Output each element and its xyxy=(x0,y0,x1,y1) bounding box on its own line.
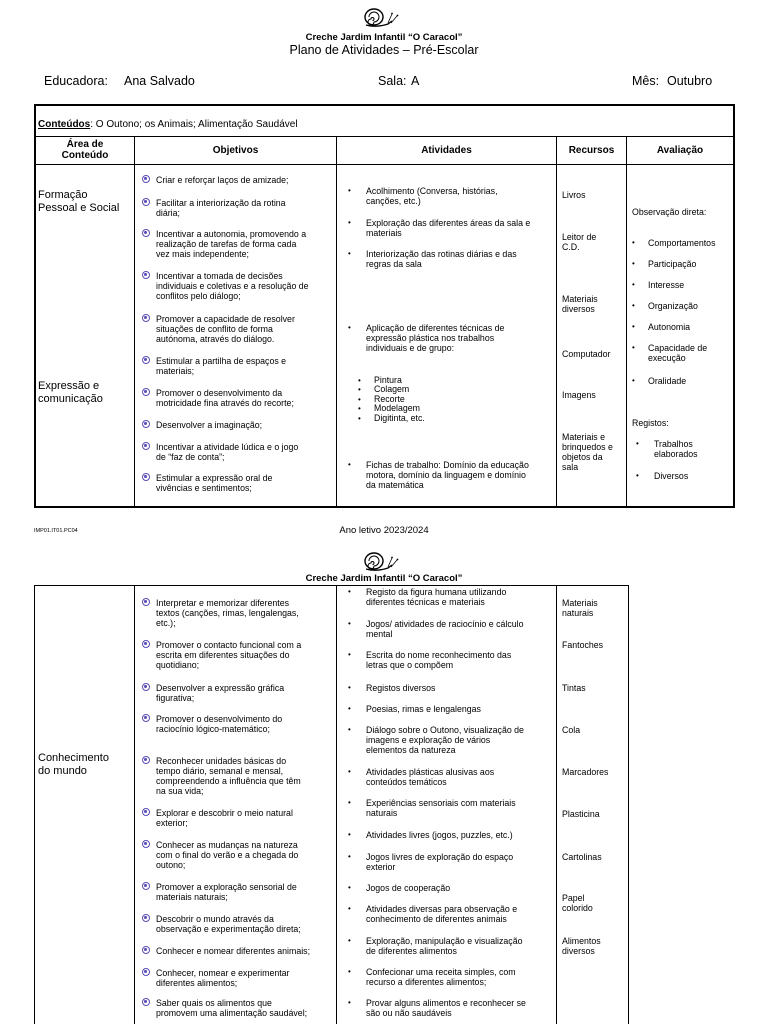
activity-item xyxy=(344,704,552,714)
bullet-dot-icon: • xyxy=(348,883,351,892)
objective-item-line: Promover a capacidade de resolver xyxy=(156,314,295,324)
objective-item-line: materiais naturais; xyxy=(156,892,228,902)
objective-item-line: Incentivar a tomada de decisões xyxy=(156,271,283,281)
objective-item-line: autónoma, através do diálogo. xyxy=(156,334,275,344)
bullet-dot-icon: • xyxy=(632,280,635,289)
objective-item xyxy=(138,598,334,628)
objective-item-line: textos (canções, rimas, lengalengas, xyxy=(156,608,299,618)
objective-item-line: diferentes alimentos; xyxy=(156,978,238,988)
activity-item-line: Exploração das diferentes áreas da sala e xyxy=(366,218,531,228)
objective-item-line: Explorar e descobrir o meio natural xyxy=(156,808,293,818)
activity-item-line: materiais xyxy=(366,228,402,238)
bullet-dot-icon: • xyxy=(632,259,635,268)
activity-item xyxy=(344,619,552,639)
activity-item-line: mental xyxy=(366,629,393,639)
bullet-icon xyxy=(142,442,150,450)
bullet-dot-icon: • xyxy=(348,852,351,861)
evaluation-item-line: Oralidade xyxy=(648,376,687,386)
objective-item xyxy=(138,198,334,218)
activity-item-line: exterior xyxy=(366,862,396,872)
evaluation-item-line: execução xyxy=(648,353,686,363)
resource-item xyxy=(562,683,624,693)
technique-item xyxy=(358,404,548,413)
evaluation-item xyxy=(632,280,732,290)
objective-item-line: motricidade fina através do recorte; xyxy=(156,398,294,408)
snail-logo-icon xyxy=(362,548,402,572)
resource-item xyxy=(562,809,624,819)
resource-item-line: Fantoches xyxy=(562,640,604,650)
objective-item xyxy=(138,946,334,956)
objective-item xyxy=(138,683,334,703)
resource-item-line: diversos xyxy=(562,304,595,314)
activity-item-line: Diálogo sobre o Outono, visualização de xyxy=(366,725,524,735)
bullet-icon xyxy=(142,808,150,816)
resource-item xyxy=(562,349,624,359)
column-header-area xyxy=(36,139,134,161)
resource-item xyxy=(562,640,624,650)
objective-item-line: tempo diário, semanal e mensal, xyxy=(156,766,284,776)
bullet-icon xyxy=(142,420,150,428)
objective-item-line: Desenvolver a imaginação; xyxy=(156,420,263,430)
registos-heading: Registos: xyxy=(632,418,669,428)
month-label: Mês: xyxy=(632,74,660,88)
activity-item-line: individuais e de grupo: xyxy=(366,343,455,353)
objective-item-line: Saber quais os alimentos que xyxy=(156,998,272,1008)
objective-item xyxy=(138,640,334,670)
objective-item-line: situações de conflito de forma xyxy=(156,324,273,334)
activity-item xyxy=(344,798,552,818)
activity-item xyxy=(344,218,552,238)
objective-item xyxy=(138,420,334,430)
resource-item-line: Materiais xyxy=(562,598,598,608)
resource-item xyxy=(562,725,624,735)
bullet-icon xyxy=(142,388,150,396)
resource-item-line: naturais xyxy=(562,608,594,618)
bullet-dot-icon: • xyxy=(348,936,351,945)
column-header-evaluation: Avaliação xyxy=(656,145,704,156)
activity-item-line: Exploração, manipulação e visualização xyxy=(366,936,523,946)
registos-item xyxy=(636,439,726,459)
bullet-icon xyxy=(142,640,150,648)
activity-item-line: Atividades livres (jogos, puzzles, etc.) xyxy=(366,830,513,840)
objective-item-line: observação e experimentação direta; xyxy=(156,924,301,934)
evaluation-item xyxy=(632,343,732,363)
evaluation-item-line: Participação xyxy=(648,259,697,269)
evaluation-item-line: Interesse xyxy=(648,280,685,290)
bullet-dot-icon: • xyxy=(348,967,351,976)
activity-item-line: Provar alguns alimentos e reconhecer se xyxy=(366,998,526,1008)
bullet-dot-icon: • xyxy=(358,414,361,423)
evaluation-item xyxy=(632,376,732,386)
activity-item xyxy=(344,852,552,872)
activity-item-line: Fichas de trabalho: Domínio da educação xyxy=(366,460,529,470)
evaluation-item-line: Comportamentos xyxy=(648,238,716,248)
bullet-dot-icon: • xyxy=(348,323,351,332)
room-value: A xyxy=(411,74,420,88)
activity-item-line: Jogos/ atividades de raciocínio e cálculo xyxy=(366,619,524,629)
objective-item xyxy=(138,229,334,259)
activity-item xyxy=(344,186,552,206)
area-line: Expressão e xyxy=(38,380,100,392)
objective-item-line: Estimular a partilha de espaços e xyxy=(156,356,287,366)
activity-item-line: conhecimento de diferentes animais xyxy=(366,914,507,924)
objective-item-line: Promover o desenvolvimento da xyxy=(156,388,283,398)
objective-item-line: Descobrir o mundo através da xyxy=(156,914,274,924)
bullet-icon xyxy=(142,946,150,954)
objective-item-line: Incentivar a autonomia, promovendo a xyxy=(156,229,307,239)
column-header-area-line: Área de xyxy=(66,139,104,150)
activity-item xyxy=(344,904,552,924)
objective-item xyxy=(138,968,334,988)
objective-item-line: diária; xyxy=(156,208,180,218)
contents-row xyxy=(38,119,298,130)
bullet-icon xyxy=(142,714,150,722)
registos-item-line: Trabalhos xyxy=(654,439,693,449)
bullet-dot-icon: • xyxy=(358,376,361,385)
activity-item-line: Poesias, rimas e lengalengas xyxy=(366,704,481,714)
activity-item xyxy=(344,830,552,840)
bullet-icon xyxy=(142,198,150,206)
resource-item xyxy=(562,390,624,400)
bullet-icon xyxy=(142,914,150,922)
registos-item-line: Diversos xyxy=(654,471,689,481)
snail-logo-icon xyxy=(362,4,402,28)
column-header-resources: Recursos xyxy=(568,145,615,156)
objective-item xyxy=(138,714,334,734)
educator-name: Ana Salvado xyxy=(124,74,195,88)
activity-item-line: de diferentes alimentos xyxy=(366,946,457,956)
bullet-dot-icon: • xyxy=(348,767,351,776)
bullet-icon xyxy=(142,314,150,322)
bullet-dot-icon: • xyxy=(348,830,351,839)
resource-item xyxy=(562,432,624,472)
objective-item xyxy=(138,388,334,408)
objective-item xyxy=(138,473,334,493)
activity-item-line: Atividades diversas para observação e xyxy=(366,904,518,914)
objective-item xyxy=(138,808,334,828)
resource-item xyxy=(562,767,624,777)
objective-item xyxy=(138,840,334,870)
bullet-dot-icon: • xyxy=(348,683,351,692)
activity-item-line: Registo da figura humana utilizando xyxy=(366,587,507,597)
school-name: Creche Jardim Infantil “O Caracol” xyxy=(305,32,463,43)
objective-item-line: exterior; xyxy=(156,818,188,828)
activity-item xyxy=(344,936,552,956)
objective-item-line: materiais; xyxy=(156,366,195,376)
resource-item-line: Tintas xyxy=(562,683,586,693)
bullet-icon xyxy=(142,175,150,183)
area-line: Conhecimento xyxy=(38,752,109,764)
resource-item-line: sala xyxy=(562,462,579,472)
resource-item-line: Cola xyxy=(562,725,581,735)
objective-item xyxy=(138,998,334,1018)
activity-item xyxy=(344,725,552,755)
objective-item-line: Desenvolver a expressão gráfica xyxy=(156,683,285,693)
resource-item-line: Plasticina xyxy=(562,809,600,819)
bullet-dot-icon: • xyxy=(348,460,351,469)
objective-item-line: Promover o contacto funcional com a xyxy=(156,640,302,650)
column-header-area-line: Conteúdo xyxy=(61,150,109,161)
objective-item-line: Criar e reforçar laços de amizade; xyxy=(156,175,289,185)
objective-item-line: Reconhecer unidades básicas do xyxy=(156,756,287,766)
bullet-icon xyxy=(142,229,150,237)
technique-label: Digitinta, etc. xyxy=(374,413,425,423)
school-name-page2: Creche Jardim Infantil “O Caracol” xyxy=(305,573,463,584)
activity-item-line: Confecionar uma receita simples, com xyxy=(366,967,516,977)
resource-item-line: Alimentos xyxy=(562,936,601,946)
registos-item-line: elaborados xyxy=(654,449,698,459)
resource-item xyxy=(562,893,624,913)
objective-item-line: conflitos pelo diálogo; xyxy=(156,291,241,301)
objective-item xyxy=(138,356,334,376)
technique-item xyxy=(358,385,548,394)
footer-code: IMP01.IT01.PC04 xyxy=(34,528,78,534)
area-line: do mundo xyxy=(38,765,87,777)
objective-item-line: raciocínio lógico-matemático; xyxy=(156,724,270,734)
bullet-icon xyxy=(142,968,150,976)
resource-item-line: Computador xyxy=(562,349,611,359)
objective-item-line: Interpretar e memorizar diferentes xyxy=(156,598,289,608)
objective-item xyxy=(138,442,334,462)
activity-item-line: Jogos de cooperação xyxy=(366,883,451,893)
bullet-icon xyxy=(142,271,150,279)
activity-item-line: expressão plástica nos trabalhos xyxy=(366,333,495,343)
evaluation-item-line: Organização xyxy=(648,301,698,311)
resource-item-line: C.D. xyxy=(562,242,580,252)
resource-item-line: Materiais xyxy=(562,294,598,304)
objective-item-line: outono; xyxy=(156,860,186,870)
objective-item-line: escrita em diferentes situações do xyxy=(156,650,290,660)
bullet-dot-icon: • xyxy=(348,587,351,596)
room-label: Sala: xyxy=(378,74,407,88)
footer-year: Ano letivo 2023/2024 xyxy=(339,525,429,536)
objective-item-line: etc.); xyxy=(156,618,176,628)
objective-item-line: Facilitar a interiorização da rotina xyxy=(156,198,286,208)
bullet-icon xyxy=(142,756,150,764)
resource-item-line: Leitor de xyxy=(562,232,597,242)
activity-item-line: são ou não saudáveis xyxy=(366,1008,452,1018)
objective-item-line: Estimular a expressão oral de xyxy=(156,473,273,483)
activity-item-line: Jogos livres de exploração do espaço xyxy=(366,852,514,862)
bullet-dot-icon: • xyxy=(348,725,351,734)
objective-item-line: promovem uma alimentação saudável; xyxy=(156,1008,308,1018)
bullet-dot-icon: • xyxy=(632,322,635,331)
bullet-dot-icon: • xyxy=(348,249,351,258)
bullet-icon xyxy=(142,840,150,848)
activity-item-line: Aplicação de diferentes técnicas de xyxy=(366,323,505,333)
objective-item-line: Conhecer as mudanças na natureza xyxy=(156,840,298,850)
objective-item-line: vivências e sentimentos; xyxy=(156,483,252,493)
objective-item-line: vez mais independente; xyxy=(156,249,249,259)
bullet-dot-icon: • xyxy=(348,619,351,628)
bullet-dot-icon: • xyxy=(348,218,351,227)
objective-item-line: compreendendo a influência que têm xyxy=(156,776,301,786)
activity-item-line: Atividades plásticas alusivas aos xyxy=(366,767,495,777)
activity-item xyxy=(344,587,552,607)
resource-item-line: objetos da xyxy=(562,452,603,462)
evaluation-item xyxy=(632,238,732,248)
activity-item-line: Interiorização das rotinas diárias e das xyxy=(366,249,517,259)
activity-item-line: canções, etc.) xyxy=(366,196,421,206)
objective-item-line: Promover o desenvolvimento do xyxy=(156,714,283,724)
activity-item-line: da matemática xyxy=(366,480,424,490)
activity-item xyxy=(344,683,552,693)
activity-item-line: regras da sala xyxy=(366,259,422,269)
activity-item-line: diferentes técnicas e materiais xyxy=(366,597,485,607)
educator-label: Educadora: xyxy=(44,74,108,88)
evaluation-item-line: Capacidade de xyxy=(648,343,708,353)
technique-label: Pintura xyxy=(374,375,402,385)
resource-item-line: brinquedos e xyxy=(562,442,613,452)
activity-item xyxy=(344,323,552,353)
objective-item xyxy=(138,756,334,796)
activity-item-line: recurso a diferentes alimentos; xyxy=(366,977,487,987)
technique-label: Colagem xyxy=(374,384,410,394)
area-expressao-comunicacao xyxy=(38,380,103,406)
column-header-activities: Atividades xyxy=(421,145,472,156)
bullet-dot-icon: • xyxy=(348,998,351,1007)
activity-item xyxy=(344,998,552,1018)
resource-item-line: Cartolinas xyxy=(562,852,602,862)
activity-item-line: naturais xyxy=(366,808,398,818)
objective-item-line: Conhecer, nomear e experimentar xyxy=(156,968,290,978)
objective-item-line: figurativa; xyxy=(156,693,195,703)
resource-item xyxy=(562,598,624,618)
activity-item-line: Acolhimento (Conversa, histórias, xyxy=(366,186,498,196)
plan-title: Plano de Atividades – Pré-Escolar xyxy=(289,43,479,57)
bullet-dot-icon: • xyxy=(632,301,635,310)
area-line: comunicação xyxy=(38,393,103,405)
bullet-dot-icon: • xyxy=(348,798,351,807)
registos-item xyxy=(636,471,726,481)
activity-item xyxy=(344,767,552,787)
bullet-dot-icon: • xyxy=(636,471,639,480)
bullet-dot-icon: • xyxy=(348,650,351,659)
activity-item xyxy=(344,650,552,670)
bullet-icon xyxy=(142,882,150,890)
activity-item-line: Registos diversos xyxy=(366,683,436,693)
objective-item-line: com o final do verão e a chegada do xyxy=(156,850,299,860)
objective-item xyxy=(138,175,334,185)
bullet-icon xyxy=(142,598,150,606)
objective-item-line: Promover a exploração sensorial de xyxy=(156,882,297,892)
resource-item xyxy=(562,936,624,956)
activity-item-line: motora, domínio da linguagem e domínio xyxy=(366,470,526,480)
activity-item-line: Escrita do nome reconhecimento das xyxy=(366,650,512,660)
evaluation-item xyxy=(632,322,732,332)
evaluation-item xyxy=(632,259,732,269)
objective-item-line: na sua vida; xyxy=(156,786,204,796)
activity-item xyxy=(344,460,552,490)
bullet-dot-icon: • xyxy=(358,395,361,404)
bullet-dot-icon: • xyxy=(636,439,639,448)
resource-item-line: Papel xyxy=(562,893,585,903)
objective-item-line: individuais e coletivas e a resolução de xyxy=(156,281,309,291)
resource-item-line: Livros xyxy=(562,190,586,200)
activity-item-line: letras que o compõem xyxy=(366,660,454,670)
technique-label: Recorte xyxy=(374,394,405,404)
technique-label: Modelagem xyxy=(374,403,420,413)
activity-item-line: conteúdos temáticos xyxy=(366,777,447,787)
resource-item xyxy=(562,190,624,200)
activity-item-line: Experiências sensoriais com materiais xyxy=(366,798,516,808)
technique-item xyxy=(358,414,548,423)
objective-item-line: quotidiano; xyxy=(156,660,200,670)
activity-item xyxy=(344,967,552,987)
area-line: Pessoal e Social xyxy=(38,202,120,214)
bullet-dot-icon: • xyxy=(632,238,635,247)
objective-item xyxy=(138,271,334,301)
activity-item xyxy=(344,249,552,269)
bullet-icon xyxy=(142,473,150,481)
resource-item-line: diversos xyxy=(562,946,595,956)
objective-item-line: Incentivar a atividade lúdica e o jogo xyxy=(156,442,299,452)
area-conhecimento-mundo xyxy=(38,752,109,778)
bullet-dot-icon: • xyxy=(632,376,635,385)
resource-item xyxy=(562,232,624,252)
bullet-icon xyxy=(142,356,150,364)
month-value: Outubro xyxy=(667,74,713,88)
column-header-objectives: Objetivos xyxy=(212,145,259,156)
resource-item-line: Materiais e xyxy=(562,432,606,442)
bullet-icon xyxy=(142,998,150,1006)
activity-item xyxy=(344,883,552,893)
area-formacao-pessoal xyxy=(38,189,119,215)
objective-item xyxy=(138,914,334,934)
objective-item-line: Conhecer e nomear diferentes animais; xyxy=(156,946,311,956)
objective-item xyxy=(138,314,334,344)
resource-item xyxy=(562,294,624,314)
bullet-dot-icon: • xyxy=(358,404,361,413)
resource-item xyxy=(562,852,624,862)
resource-item-line: Marcadores xyxy=(562,767,609,777)
resource-item-line: colorido xyxy=(562,903,593,913)
contents-label: Conteúdos xyxy=(38,119,91,130)
objective-item-line: de “faz de conta”; xyxy=(156,452,225,462)
contents-value: : O Outono; os Animais; Alimentação Saudável xyxy=(90,119,298,130)
evaluation-heading: Observação direta: xyxy=(632,207,707,217)
objective-item-line: realização de tarefas de forma cada xyxy=(156,239,297,249)
bullet-dot-icon: • xyxy=(348,704,351,713)
evaluation-item xyxy=(632,301,732,311)
activity-item-line: elementos da natureza xyxy=(366,745,456,755)
bullet-dot-icon: • xyxy=(358,385,361,394)
bullet-icon xyxy=(142,683,150,691)
bullet-dot-icon: • xyxy=(348,904,351,913)
activity-item-line: imagens e exploração de vários xyxy=(366,735,491,745)
bullet-dot-icon: • xyxy=(348,186,351,195)
objective-item xyxy=(138,882,334,902)
resource-item-line: Imagens xyxy=(562,390,596,400)
bullet-dot-icon: • xyxy=(632,343,635,352)
evaluation-item-line: Autonomia xyxy=(648,322,691,332)
area-line: Formação xyxy=(38,189,88,201)
